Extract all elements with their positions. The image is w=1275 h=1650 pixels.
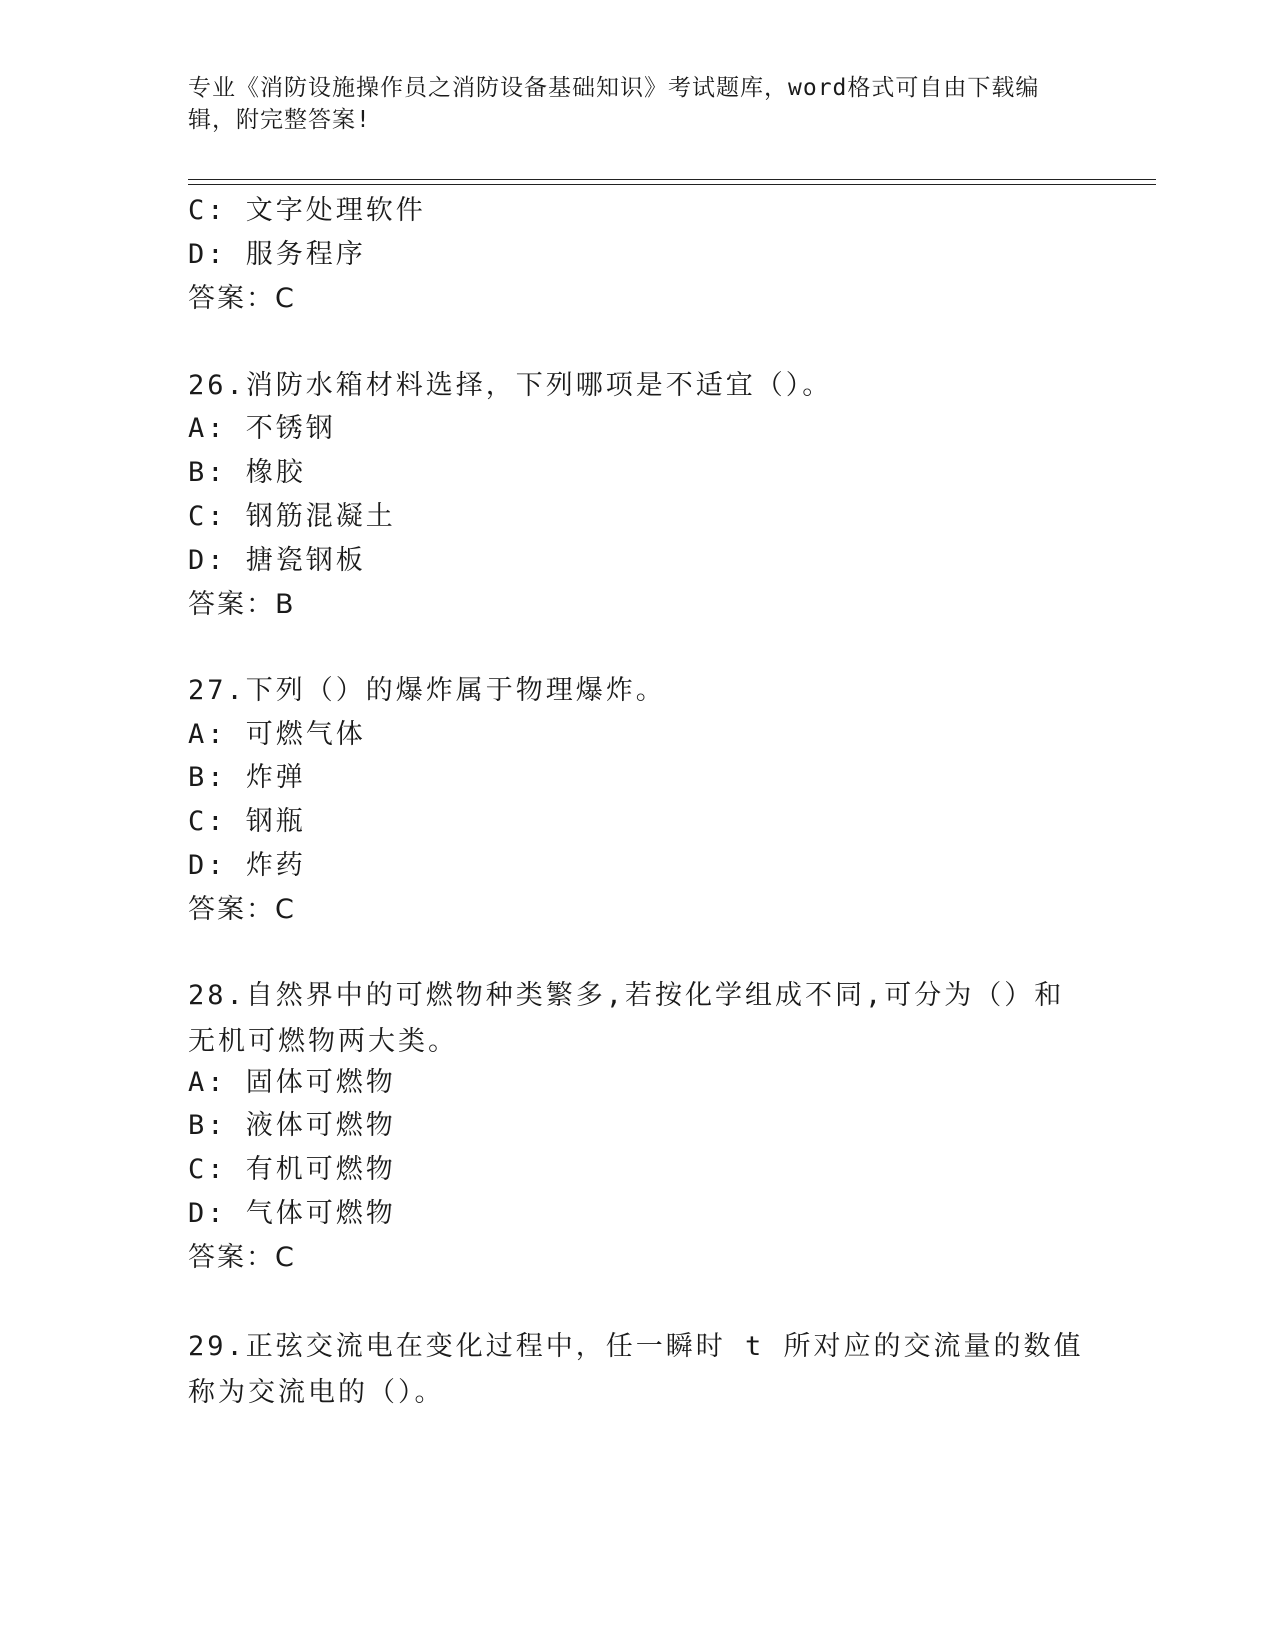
q27-option-b: B: 炸弹 xyxy=(188,762,306,793)
q29-stem: 29.正弦交流电在变化过程中，任一瞬时 t 所对应的交流量的数值称为交流电的（）。 xyxy=(188,1331,1084,1408)
q26-option-a: A: 不锈钢 xyxy=(188,413,336,444)
q27-option-d: D: 炸药 xyxy=(188,850,306,881)
header-divider-bottom xyxy=(188,184,1156,185)
q27-answer: 答案：C xyxy=(188,894,296,925)
q26-answer: 答案：B xyxy=(188,589,296,620)
q26-stem: 26.消防水箱材料选择，下列哪项是不适宜（）。 xyxy=(188,370,833,401)
q27-option-c: C: 钢瓶 xyxy=(188,806,306,837)
q25-option-c: C: 文字处理软件 xyxy=(188,195,426,226)
q26-option-c: C: 钢筋混凝土 xyxy=(188,501,396,532)
q28-option-d: D: 气体可燃物 xyxy=(188,1198,396,1229)
q28-answer: 答案：C xyxy=(188,1242,296,1273)
q28-option-b: B: 液体可燃物 xyxy=(188,1110,396,1141)
document-header: 专业《消防设施操作员之消防设备基础知识》考试题库，word格式可自由下载编辑，附完整答案! xyxy=(188,75,1040,133)
q28-option-c: C: 有机可燃物 xyxy=(188,1154,396,1185)
q27-option-a: A: 可燃气体 xyxy=(188,719,366,750)
q25-answer: 答案：C xyxy=(188,283,296,314)
header-divider-top xyxy=(188,179,1156,180)
q26-option-b: B: 橡胶 xyxy=(188,457,306,488)
q25-option-d: D: 服务程序 xyxy=(188,239,366,270)
q28-stem: 28.自然界中的可燃物种类繁多,若按化学组成不同,可分为（）和无机可燃物两大类。 xyxy=(188,980,1065,1057)
q28-option-a: A: 固体可燃物 xyxy=(188,1067,396,1098)
q26-option-d: D: 搪瓷钢板 xyxy=(188,545,366,576)
q27-stem: 27.下列（）的爆炸属于物理爆炸。 xyxy=(188,675,666,706)
